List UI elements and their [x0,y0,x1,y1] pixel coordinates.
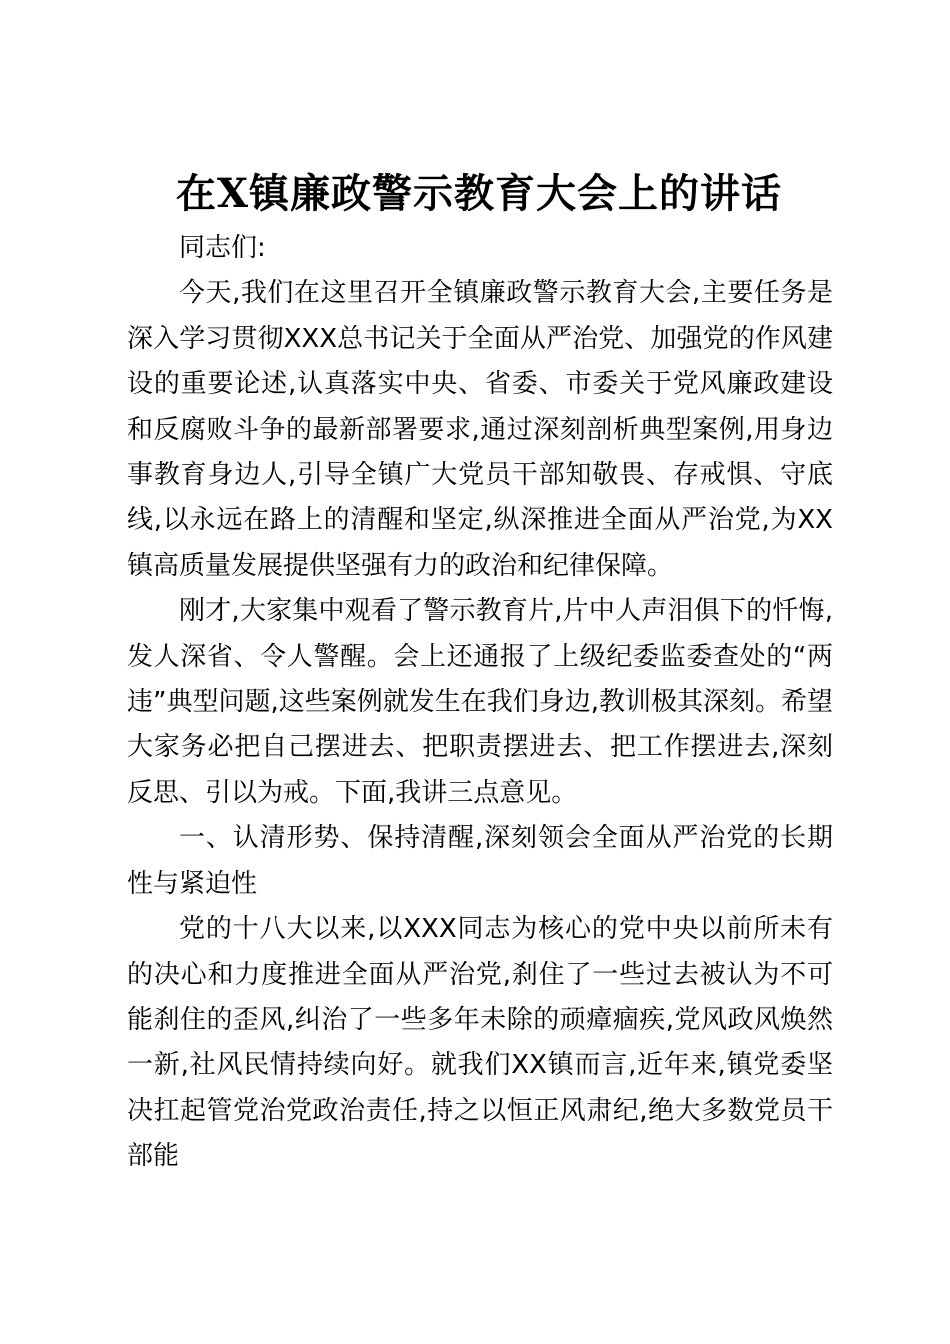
salutation: 同志们: [179,233,266,263]
section-heading-1: 一、认清形势、保持清醒,深刻领会全面从严治党的长期性与紧迫性 [127,823,833,899]
paragraph-warning: 刚才,大家集中观看了警示教育片,片中人声泪俱下的忏悔,发人深省、令人警醒。会上还通报了上级纪委监委查处的“两违”典型问题,这些案例就发生在我们身边,教训极其深刻。希望大家务必把自己摆进去、把职责摆进去、把工作摆进去,深刻反思、引以为戒。下面,我讲三点意见。 [127,596,833,808]
paragraph-intro: 今天,我们在这里召开全镇廉政警示教育大会,主要任务是深入学习贯彻XXX总书记关于全面从严治党、加强党的作风建设的重要论述,认真落实中央、省委、市委关于党风廉政建设和反腐败斗争的最新部署要求,通过深刻剖析典型案例,用身边事教育身边人,引导全镇广大党员干部知敬畏、存戒惧、守底线,以永远在路上的清醒和坚定,纵深推进全面从严治党,为XX镇高质量发展提供坚强有力的政治和纪律保障。 [127,278,833,581]
document-body [127,226,833,1180]
document-title: 在X镇廉政警示教育大会上的讲话 [175,170,783,217]
paragraph-section-1: 党的十八大以来,以XXX同志为核心的党中央以前所未有的决心和力度推进全面从严治党,刹住了一些过去被认为不可能刹住的歪风,纠治了一些多年未除的顽瘴痼疾,党风政风焕然一新,社风民情持续向好。就我们XX镇而言,近年来,镇党委坚决扛起管党治党政治责任,持之以恒正风肃纪,绝大多数党员干部能 [127,914,833,1172]
